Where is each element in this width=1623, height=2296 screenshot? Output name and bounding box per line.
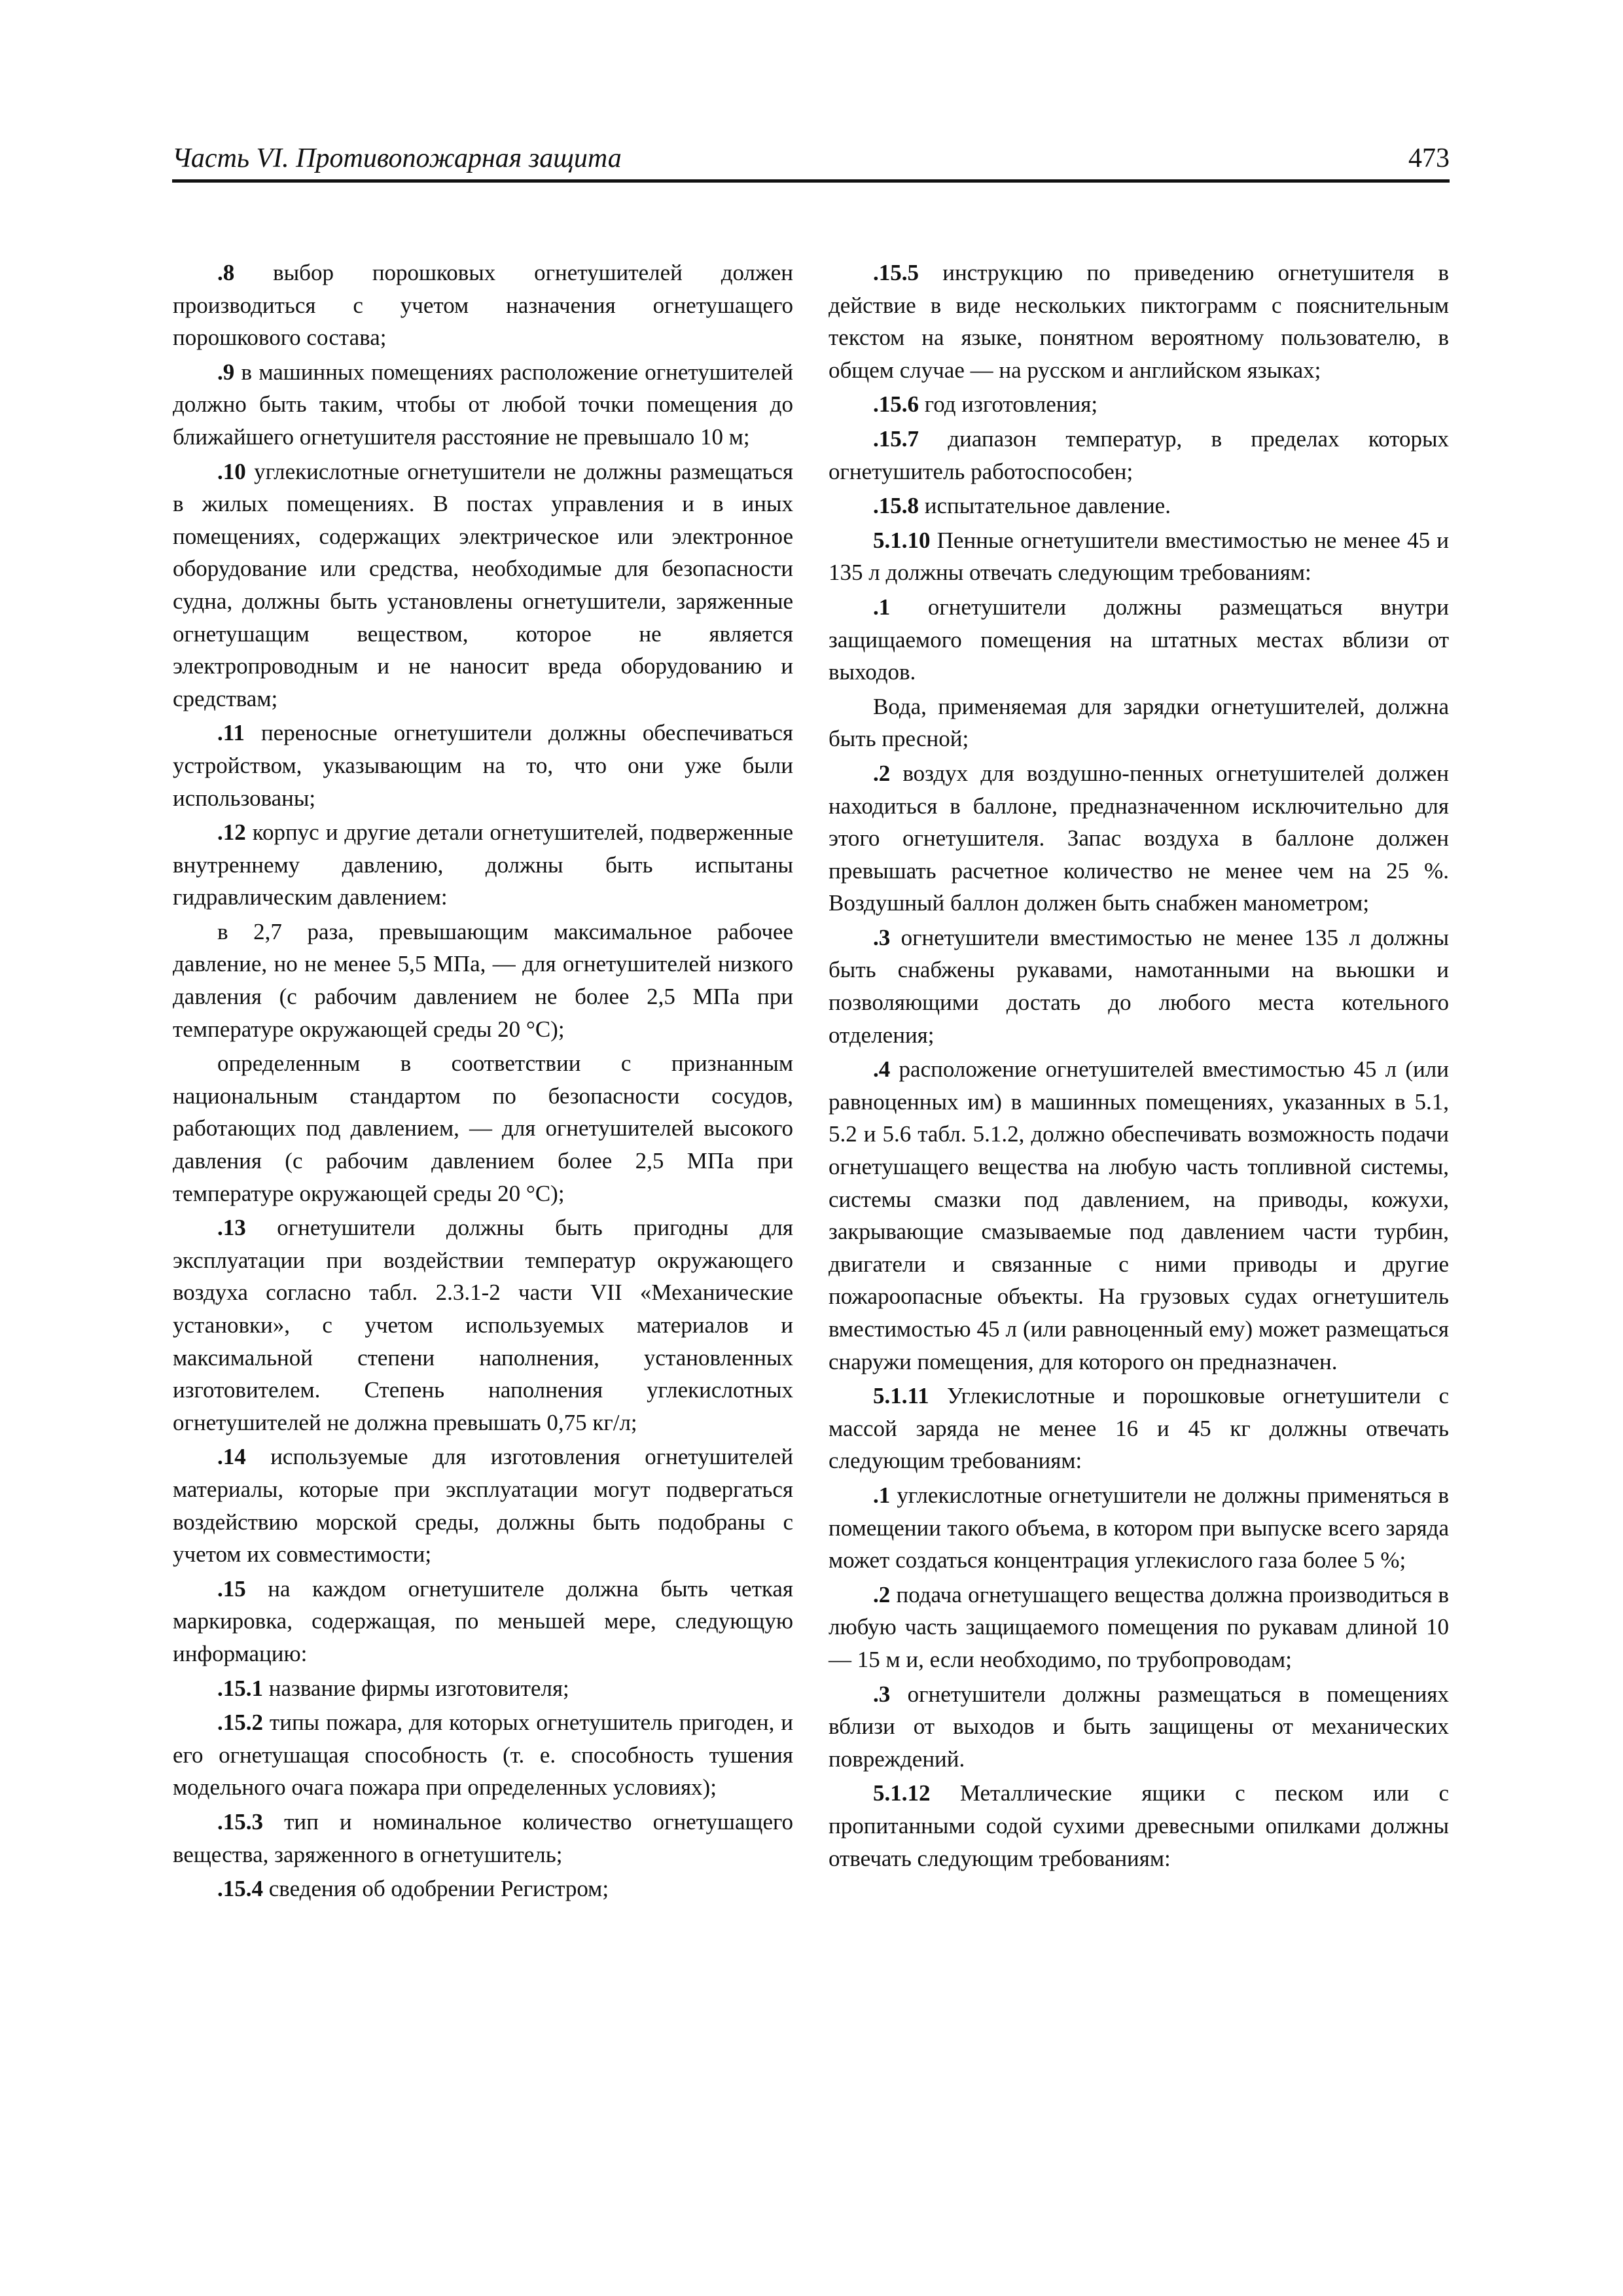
left-column	[173, 257, 793, 1907]
paragraph-text: в 2,7 раза, превышающим максимальное рабочее давление, но не менее 5,5 МПа, — для огнетушителей низкого давления (с рабочим давлением не более 2,5 МПа при температуре окружающей среды 20 °С);	[173, 918, 793, 1042]
item-number: .15.5	[873, 260, 919, 285]
item-number: .12	[217, 819, 246, 846]
paragraph-text: Вода, применяемая для зарядки огнетушителей, должна быть пресной;	[829, 693, 1449, 752]
paragraph	[173, 257, 793, 354]
paragraph	[829, 691, 1449, 755]
item-number: .15.8	[873, 493, 919, 519]
item-number: .15.4	[217, 1876, 263, 1902]
item-number: .3	[873, 924, 891, 950]
paragraph-text: определенным в соответствии с признанным национальным стандартом по безопасности сосудов, работающих под давлением, — для огнетушителей высокого давления (с рабочим давлением более 2,5 МПа при температуре окружающей среды 20 °С);	[173, 1050, 793, 1206]
paragraph-text: инструкцию по приведению огнетушителя в действие в виде нескольких пиктограмм с пояснительным текстом на языке, понятном вероятному пользователю, в общем случае — на русском и английском языках;	[829, 260, 1449, 383]
paragraph-text: используемые для изготовления огнетушителей материалы, которые при эксплуатации могут подвергаться воздействию морской среды, должны быть подобраны с учетом их совместимости;	[173, 1444, 793, 1568]
paragraph	[173, 1441, 793, 1570]
item-number: .15.1	[217, 1675, 263, 1701]
paragraph-text: огнетушители должны размещаться внутри защищаемого помещения на штатных местах вблизи от выходов.	[829, 594, 1449, 685]
section-paragraph	[829, 1777, 1449, 1874]
item-number: .15.6	[873, 391, 919, 418]
paragraph	[173, 717, 793, 814]
paragraph	[829, 922, 1449, 1051]
paragraph-text: Пенные огнетушители вместимостью не менее 45 и 135 л должны отвечать следующим требованиям:	[829, 527, 1449, 586]
paragraph	[829, 257, 1449, 386]
item-number: .3	[873, 1681, 891, 1707]
item-number: .2	[873, 1581, 891, 1607]
page-number: 473	[1408, 143, 1450, 173]
right-column	[829, 257, 1449, 1876]
paragraph	[173, 356, 793, 454]
section-paragraph	[829, 1380, 1449, 1477]
paragraph	[829, 423, 1449, 488]
paragraph-text: испытательное давление.	[919, 493, 1171, 519]
paragraph-text: переносные огнетушители должны обеспечиваться устройством, указывающим на то, что они уже были использованы;	[173, 720, 793, 811]
paragraph-text: углекислотные огнетушители не должны применяться в помещении такого объема, в котором при выпуске всего заряда может создаться концентрация углекислого газа более 5 %;	[829, 1482, 1449, 1573]
paragraph-text: сведения об одобрении Регистром;	[263, 1876, 609, 1902]
paragraph-text: воздух для воздушно-пенных огнетушителей должен находиться в баллоне, предназначенном исключительно для этого огнетушителя. Запас воздуха в баллоне должен превышать расчетное количество не менее чем на 25 %. Воздушный баллон должен быть снабжен манометром;	[829, 760, 1449, 916]
item-number: .14	[217, 1444, 246, 1470]
paragraph	[173, 816, 793, 914]
paragraph	[173, 1873, 793, 1905]
item-number: .15.2	[217, 1710, 263, 1736]
page-header	[172, 143, 1450, 183]
paragraph	[173, 1806, 793, 1871]
paragraph	[829, 490, 1449, 522]
paragraph	[173, 916, 793, 1045]
paragraph-text: корпус и другие детали огнетушителей, подверженные внутреннему давлению, должны быть испытаны гидравлическим давлением:	[173, 819, 793, 910]
paragraph	[829, 388, 1449, 421]
paragraph	[829, 757, 1449, 920]
paragraph-text: углекислотные огнетушители не должны размещаться в жилых помещениях. В постах управления и в иных помещениях, содержащих электрическое или электронное оборудование или средства, необходимые для безопасности судна, должны быть установлены огнетушители, заряженные огнетушащим веществом, которое не является электропроводным и не наносит вреда оборудованию и средствам;	[173, 458, 793, 711]
section-number: 5.1.11	[873, 1383, 929, 1409]
paragraph-text: огнетушители вместимостью не менее 135 л должны быть снабжены рукавами, намотанными на вьюшки и позволяющими достать до любого места котельного отделения;	[829, 924, 1449, 1048]
paragraph-text: подача огнетушащего вещества должна производиться в любую часть защищаемого помещения по рукавам длиной 10 — 15 м и, если необходимо, по трубопроводам;	[829, 1581, 1449, 1672]
paragraph-text: типы пожара, для которых огнетушитель пригоден, и его огнетушащая способность (т. е. способность тушения модельного очага пожара при определенных условиях);	[173, 1710, 793, 1801]
paragraph-text: год изготовления;	[919, 391, 1098, 418]
item-number: .4	[873, 1056, 891, 1083]
item-number: .15.3	[217, 1808, 263, 1835]
paragraph	[829, 1579, 1449, 1676]
paragraph	[829, 1053, 1449, 1378]
section-number: 5.1.10	[873, 527, 931, 553]
paragraph-text: диапазон температур, в пределах которых огнетушитель работоспособен;	[829, 425, 1449, 484]
item-number: .1	[873, 594, 891, 620]
paragraph-text: Металлические ящики с песком или с пропитанными содой сухими древесными опилками должны отвечать следующим требованиям:	[829, 1780, 1449, 1871]
paragraph-text: Углекислотные и порошковые огнетушители с массой заряда не менее 16 и 45 кг должны отвечать следующим требованиям:	[829, 1383, 1449, 1474]
item-number: .10	[217, 458, 246, 484]
paragraph-text: на каждом огнетушителе должна быть четкая маркировка, содержащая, по меньшей мере, следующую информацию:	[173, 1575, 793, 1666]
paragraph-text: название фирмы изготовителя;	[263, 1675, 569, 1701]
paragraph	[173, 1672, 793, 1705]
item-number: .1	[873, 1482, 891, 1508]
paragraph	[829, 1479, 1449, 1577]
item-number: .11	[217, 720, 245, 746]
paragraph-text: тип и номинальное количество огнетушащего вещества, заряженного в огнетушитель;	[173, 1808, 793, 1867]
paragraph-text: расположение огнетушителей вместимостью 45 л (или равноценных им) в машинных помещениях, указанных в 5.1, 5.2 и 5.6 табл. 5.1.2, должно обеспечивать возможность подачи огнетушащего вещества на любую часть топливной системы, системы смазки под давлением, на приводы, кожухи, закрывающие смазываемые под давлением части турбин, двигатели и связанные с ними приводы и другие пожароопасные объекты. На грузовых судах огнетушитель вместимостью 45 л (или равноценный ему) может размещаться снаружи помещения, для которого он предназначен.	[829, 1056, 1449, 1374]
paragraph	[829, 1678, 1449, 1776]
paragraph	[173, 1211, 793, 1439]
item-number: .9	[217, 359, 235, 385]
paragraph	[173, 1047, 793, 1210]
item-number: .15.7	[873, 425, 919, 452]
section-paragraph	[829, 524, 1449, 589]
item-number: .13	[217, 1215, 246, 1241]
paragraph-text: огнетушители должны размещаться в помещениях вблизи от выходов и быть защищены от механических повреждений.	[829, 1681, 1449, 1772]
item-number: .2	[873, 760, 891, 786]
paragraph	[829, 591, 1449, 689]
item-number: .15	[217, 1575, 246, 1602]
paragraph	[173, 1573, 793, 1670]
paragraph-text: огнетушители должны быть пригодны для эксплуатации при воздействии температур окружающего воздуха согласно табл. 2.3.1-2 части VII «Механические установки», с учетом используемых материалов и максимальной степени наполнения, установленных изготовителем. Степень наполнения углекислотных огнетушителей не должна превышать 0,75 кг/л;	[173, 1215, 793, 1435]
paragraph-text: выбор порошковых огнетушителей должен производиться с учетом назначения огнетушащего порошкового состава;	[173, 260, 793, 351]
paragraph	[173, 1706, 793, 1804]
section-number: 5.1.12	[873, 1780, 931, 1806]
paragraph	[173, 456, 793, 715]
item-number: .8	[217, 260, 235, 285]
header-title: Часть VI. Противопожарная защита	[172, 143, 622, 173]
paragraph-text: в машинных помещениях расположение огнетушителей должно быть таким, чтобы от любой точки помещения до ближайшего огнетушителя расстояние не превышало 10 м;	[173, 359, 793, 450]
